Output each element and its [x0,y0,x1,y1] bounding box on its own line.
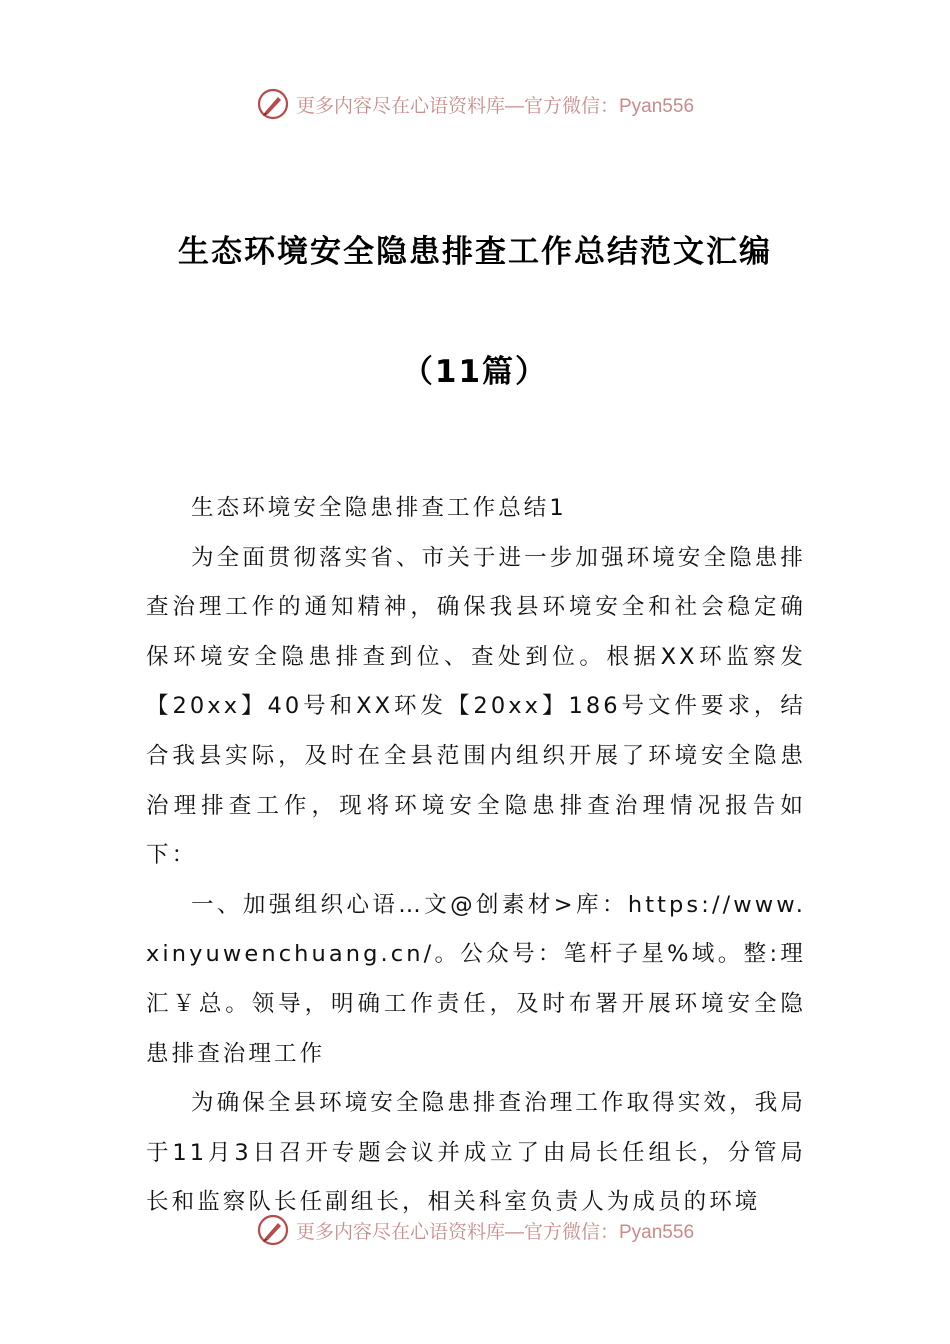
paragraph: 为确保全县环境安全隐患排查治理工作取得实效，我局于11月3日召开专题会议并成立了由局长任组长，分管局长和监察队长任副组长，相关科室负责人为成员的环境 [146,1090,806,1216]
paragraph: 为全面贯彻落实省、市关于进一步加强环境安全隐患排查治理工作的通知精神，确保我县环境安全和社会稳定确保环境安全隐患排查到位、查处到位。根据XX环监察发【20xx】40号和XX环发【20xx】186号文件要求，结合我县实际，及时在全县范围内组织开展了环境安全隐患治理排查工作，现将环境安全隐患排查治理情况报告如下： [146,544,806,869]
footer-watermark [0,1210,950,1250]
document-title: 生态环境安全隐患排查工作总结范文汇编 [178,234,772,270]
pen-logo-icon [256,1213,290,1247]
watermark-text: 更多内容尽在心语资料库 [295,94,505,117]
pen-logo-icon [256,87,290,121]
header-watermark [0,84,950,124]
document-subtitle: （11篇） [401,354,549,390]
watermark-tail: —官方微信：Pyan556 [505,1221,695,1243]
watermark-tail: —官方微信：Pyan556 [505,95,695,117]
section-heading: 生态环境安全隐患排查工作总结1 [191,495,567,521]
document-body [146,484,806,1228]
watermark-text: 更多内容尽在心语资料库 [295,1220,505,1243]
paragraph: 一、加强组织心语…文@创素材>库：https://www.xinyuwenchuang.cn/。公众号：笔杆子星%域。整:理汇￥总。领导，明确工作责任，及时布署开展环境安全隐患排查治理工作 [146,891,806,1067]
